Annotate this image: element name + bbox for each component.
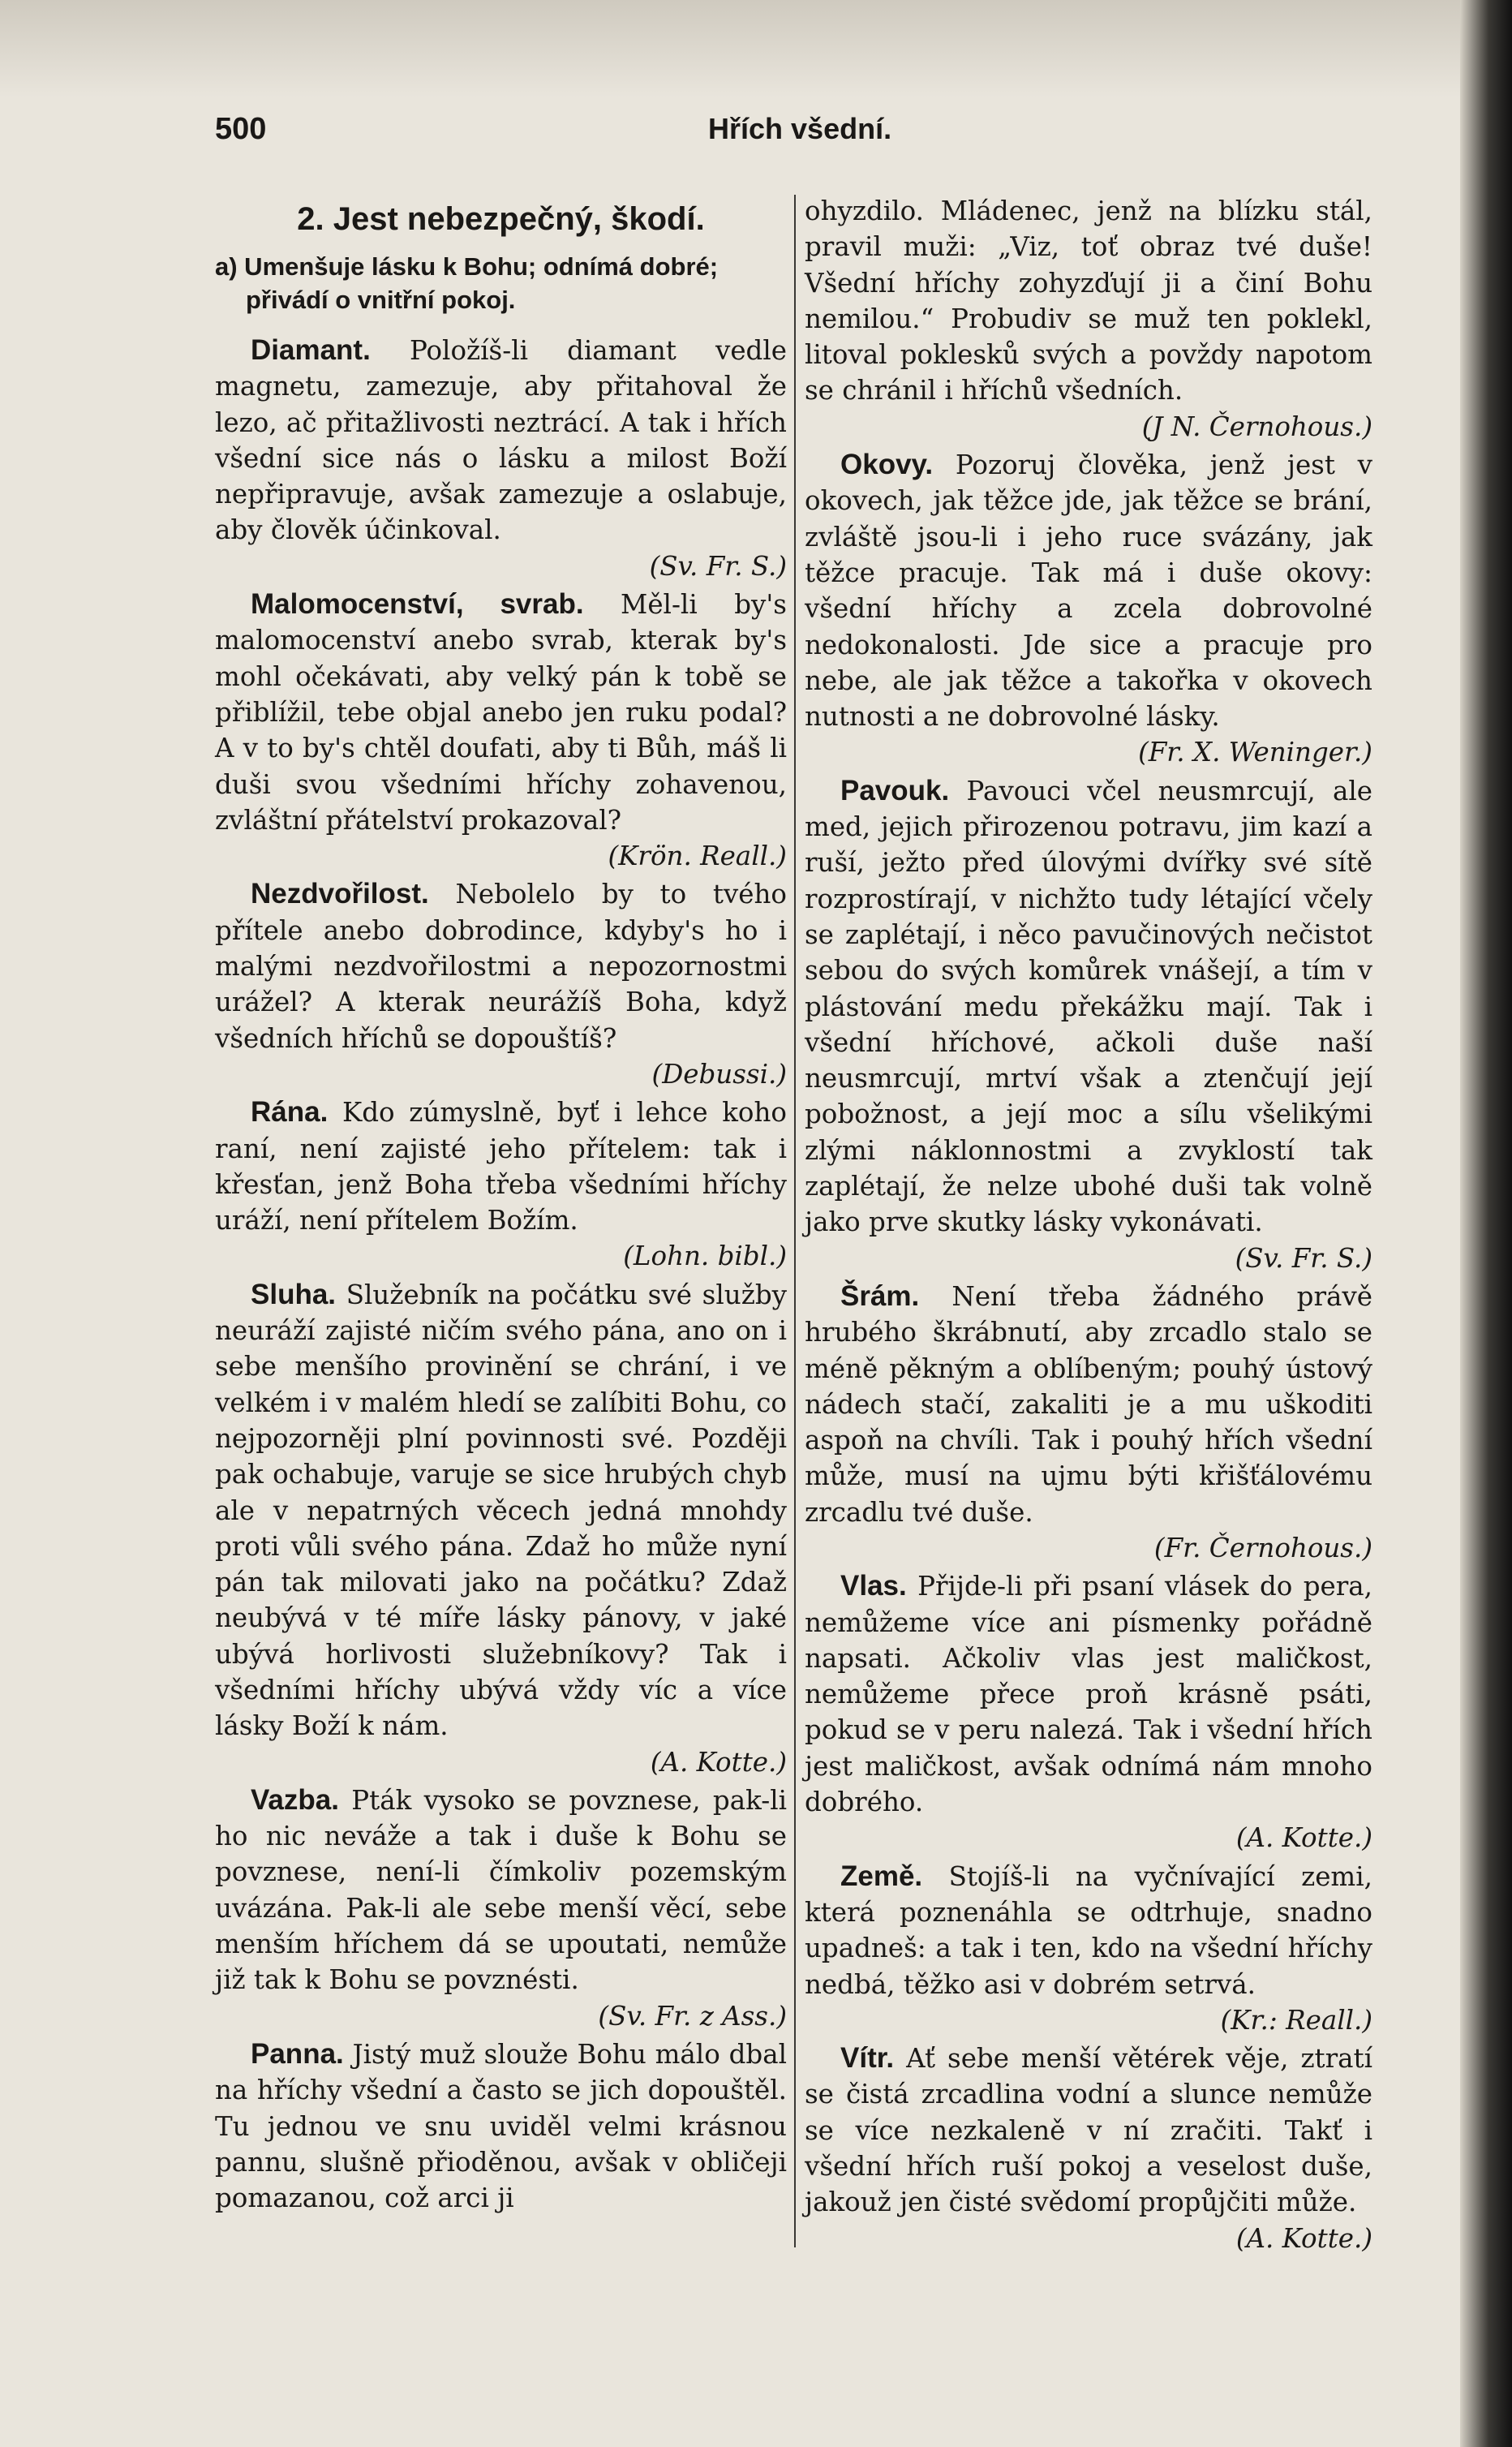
entry-text: Položíš-li diamant vedle magnetu, zamezuje, aby přitahoval že lezo, ač přitažlivosti neztrácí. A tak i hřích všední sice nás o lásku a milost Boží nepřipravuje, avšak zamezuje a oslabuje, aby člověk účinkoval.	[215, 335, 787, 546]
entry-term: Země.	[840, 1860, 923, 1892]
section-subtitle: a) Umenšuje lásku k Bohu; odnímá dobré; přivádí o vnitřní pokoj.	[215, 252, 719, 314]
entry	[805, 2041, 1372, 2256]
entry	[215, 333, 787, 584]
entry-term: Sluha.	[251, 1278, 337, 1310]
entry-source: (Sv. Fr. S.)	[1235, 1242, 1372, 1274]
running-head: Hřích všední.	[708, 112, 892, 145]
entry-source: (J N. Černohous.)	[1141, 411, 1372, 442]
entry-source: (A. Kotte.)	[1235, 2222, 1372, 2254]
entry-source: (Kr.: Reall.)	[1220, 2004, 1372, 2036]
entry-text: Přijde-li při psaní vlásek do pera, nemůžeme více ani písmenky pořádně napsati. Ačkoliv vlas jest maličkost, nemůžeme přece proň krásně psáti, pokud se v peru nalezá. Tak i všední hřích jest maličkost, avšak odnímá nám mnoho dobrého.	[805, 1571, 1372, 1818]
entry-term: Pavouk.	[840, 774, 950, 806]
entry-paragraph	[805, 193, 1372, 445]
entry-paragraph	[805, 2041, 1372, 2256]
entry-source: (A. Kotte.)	[650, 1746, 787, 1778]
entry	[215, 1277, 787, 1780]
entry-source: (Sv. Fr. z Ass.)	[598, 2000, 787, 2032]
entry-paragraph	[215, 1094, 787, 1274]
entry	[805, 1859, 1372, 2038]
entry	[805, 193, 1372, 445]
entry-paragraph	[805, 1859, 1372, 2038]
entry-paragraph	[215, 876, 787, 1092]
entry-paragraph	[805, 447, 1372, 771]
entry-term: Panna.	[251, 2037, 344, 2070]
entry-source: (Lohn. bibl.)	[623, 1241, 787, 1272]
entry-paragraph	[215, 1277, 787, 1780]
right-entries	[805, 193, 1372, 2256]
section-title: 2. Jest nebezpečný, škodí.	[297, 201, 705, 237]
entry-term: Vazba.	[251, 1783, 339, 1816]
entry-paragraph	[805, 1279, 1372, 1566]
entry-text: Měl-li by's malomocenství anebo svrab, kterak by's mohl očekávati, aby velký pán k tobě se přiblížil, tebe objal anebo jen ruku podal? A v to by's chtěl doufati, aby ti Bůh, máš li duši svou všedními hříchy zohavenou, zvláštní přátelství prokazoval?	[215, 589, 787, 836]
entry	[215, 1783, 787, 2034]
entry-source: (Debussi.)	[651, 1058, 787, 1090]
entry	[805, 1568, 1372, 1856]
entry-text: Nebolelo by to tvého přítele anebo dobrodince, kdyby's ho i malými nezdvořilostmi a nepozornostmi urážel? A kterak neurážíš Boha, když všedních hříchů se dopouštíš?	[215, 879, 787, 1054]
entry-text: Pozoruj člověka, jenž jest v okovech, jak těžce jde, jak těžce se brání, zvláště jsou-li i jeho ruce svázány, jak těžce pracuje. Tak má i duše okovy: všední hříchy a zcela dobrovolné nedokonalosti. Jde sice a pracuje pro nebe, ale jak těžce a takořka v okovech nutnosti a ne dobrovolné lásky.	[805, 449, 1372, 733]
entry-paragraph	[215, 1783, 787, 2034]
entry-source: (Sv. Fr. S.)	[649, 550, 787, 582]
entry	[805, 773, 1372, 1276]
entry-term: Malomocenství, svrab.	[251, 588, 584, 621]
entry-term: Diamant.	[251, 334, 371, 366]
entry-source: (Krön. Reall.)	[608, 841, 787, 872]
entry-text: ohyzdilo. Mládenec, jenž na blízku stál, pravil muži: „Viz, toť obraz tvé duše! Všední hříchy zohyzďují ji a činí Bohu nemilou.“ Probudiv se muž ten poklekl, litoval poklesků svých a povždy napotom se chránil i hříchů všedních.	[805, 196, 1372, 406]
entry-text: Stojíš-li na vyčnívající zemi, která poznenáhla se odtrhuje, snadno upadneš: a tak i ten, kdo na všední hříchy nedbá, těžko asi v dobrém setrvá.	[805, 1860, 1372, 2000]
page-edge-shadow	[1460, 0, 1512, 2447]
entry	[215, 587, 787, 874]
entry-paragraph	[215, 587, 787, 874]
top-shading	[0, 0, 1512, 97]
column-divider	[794, 195, 796, 2247]
page-number: 500	[215, 112, 267, 146]
entry	[215, 876, 787, 1092]
entry-text: Pták vysoko se povznese, pak-li ho nic neváže a tak i duše k Bohu se povznese, není-li čímkoliv pozemským uvázána. Pak-li ale sebe menší věcí, sebe menším hříchem dá se upoutati, nemůže již tak k Bohu se povznésti.	[215, 1784, 787, 1996]
entry-term: Okovy.	[840, 449, 934, 481]
entry	[805, 447, 1372, 771]
entry-paragraph	[215, 2036, 787, 2216]
entry-text: Není třeba žádného právě hrubého škrábnutí, aby zrcadlo stalo se méně pěkným a oblíbeným; pouhý ústový nádech stačí, zakaliti je a mu uškoditi aspoň na chvíli. Tak i pouhý hřích všední může, musí na ujmu býti křišťálovému zrcadlu tvé duše.	[805, 1280, 1372, 1528]
entry-text: Jistý muž slouže Bohu málo dbal na hříchy všední a často se jich dopouštěl. Tu jednou ve snu uviděl velmi krásnou pannu, slušně přioděnou, avšak v obličeji pomazanou, což arci ji	[215, 2038, 787, 2214]
entry-term: Vlas.	[840, 1570, 907, 1602]
entry-term: Rána.	[251, 1096, 329, 1129]
entry-source: (Fr. X. Weninger.)	[1138, 737, 1372, 768]
entry-term: Nezdvořilost.	[251, 878, 429, 910]
entry-text: Pavouci včel neusmrcují, ale med, jejich přirozenou potravu, jim kazí a ruší, ježto před úlovými dvířky své sítě rozprostírají, v nichžto tudy létající včely se zaplétají, i něco pavučinových nečistot sebou do svých komůrek vnášejí, a tím v plástování medu překážku mají. Tak i všední hříchové, ačkoli duše naší neusmrcují, mrtví však a ztenčují její pobožnost, a její moc a sílu všelikými zlými náklonnostmi a zvyklostí tak zaplétají, že nelze ubohé duši tak volně jako prve skutky lásky vykonávati.	[805, 775, 1372, 1238]
entry	[805, 1279, 1372, 1566]
right-column	[805, 193, 1372, 2259]
entry-text: Ať sebe menší větérek věje, ztratí se čistá zrcadlina vodní a slunce nemůže se více nezkaleně v ní zračiti. Takť i všední hřích ruší pokoj a veselost duše, jakouž jen čisté svědomí propůjčiti může.	[805, 2043, 1372, 2218]
left-entries	[215, 333, 787, 2216]
entry-paragraph	[805, 1568, 1372, 1856]
entry-text: Kdo zúmyslně, byť i lehce koho raní, není zajisté jeho přítelem: tak i křesťan, jenž Boha třeba všedními hříchy uráží, není přítelem Božím.	[215, 1097, 787, 1236]
entry-source: (A. Kotte.)	[1235, 1822, 1372, 1854]
entry	[215, 2036, 787, 2216]
entry-term: Šrám.	[840, 1279, 920, 1312]
entry-term: Vítr.	[840, 2042, 895, 2075]
left-column	[215, 193, 787, 2218]
entry-source: (Fr. Černohous.)	[1153, 1532, 1372, 1563]
entry-paragraph	[215, 333, 787, 584]
entry	[215, 1094, 787, 1274]
entry-paragraph	[805, 773, 1372, 1276]
entry-text: Služebník na počátku své služby neuráží zajisté ničím svého pána, ano on i sebe menšího provinění se chrání, i ve velkém i v malém hledí se zalíbiti Bohu, co nejpozorněji plní povinnosti své. Později pak ochabuje, varuje se sice hrubých chyb ale v nepatrných věcech jedná mnohdy proti vůli svého pána. Zdaž ho může nyní pán tak milovati jako na počátku? Zdaž neubývá v té míře lásky pánovy, v jaké ubývá horlivosti služebníkovy? Tak i všedními hříchy ubývá vždy víc a více lásky Boží k nám.	[215, 1279, 787, 1742]
page-header	[215, 112, 1359, 161]
